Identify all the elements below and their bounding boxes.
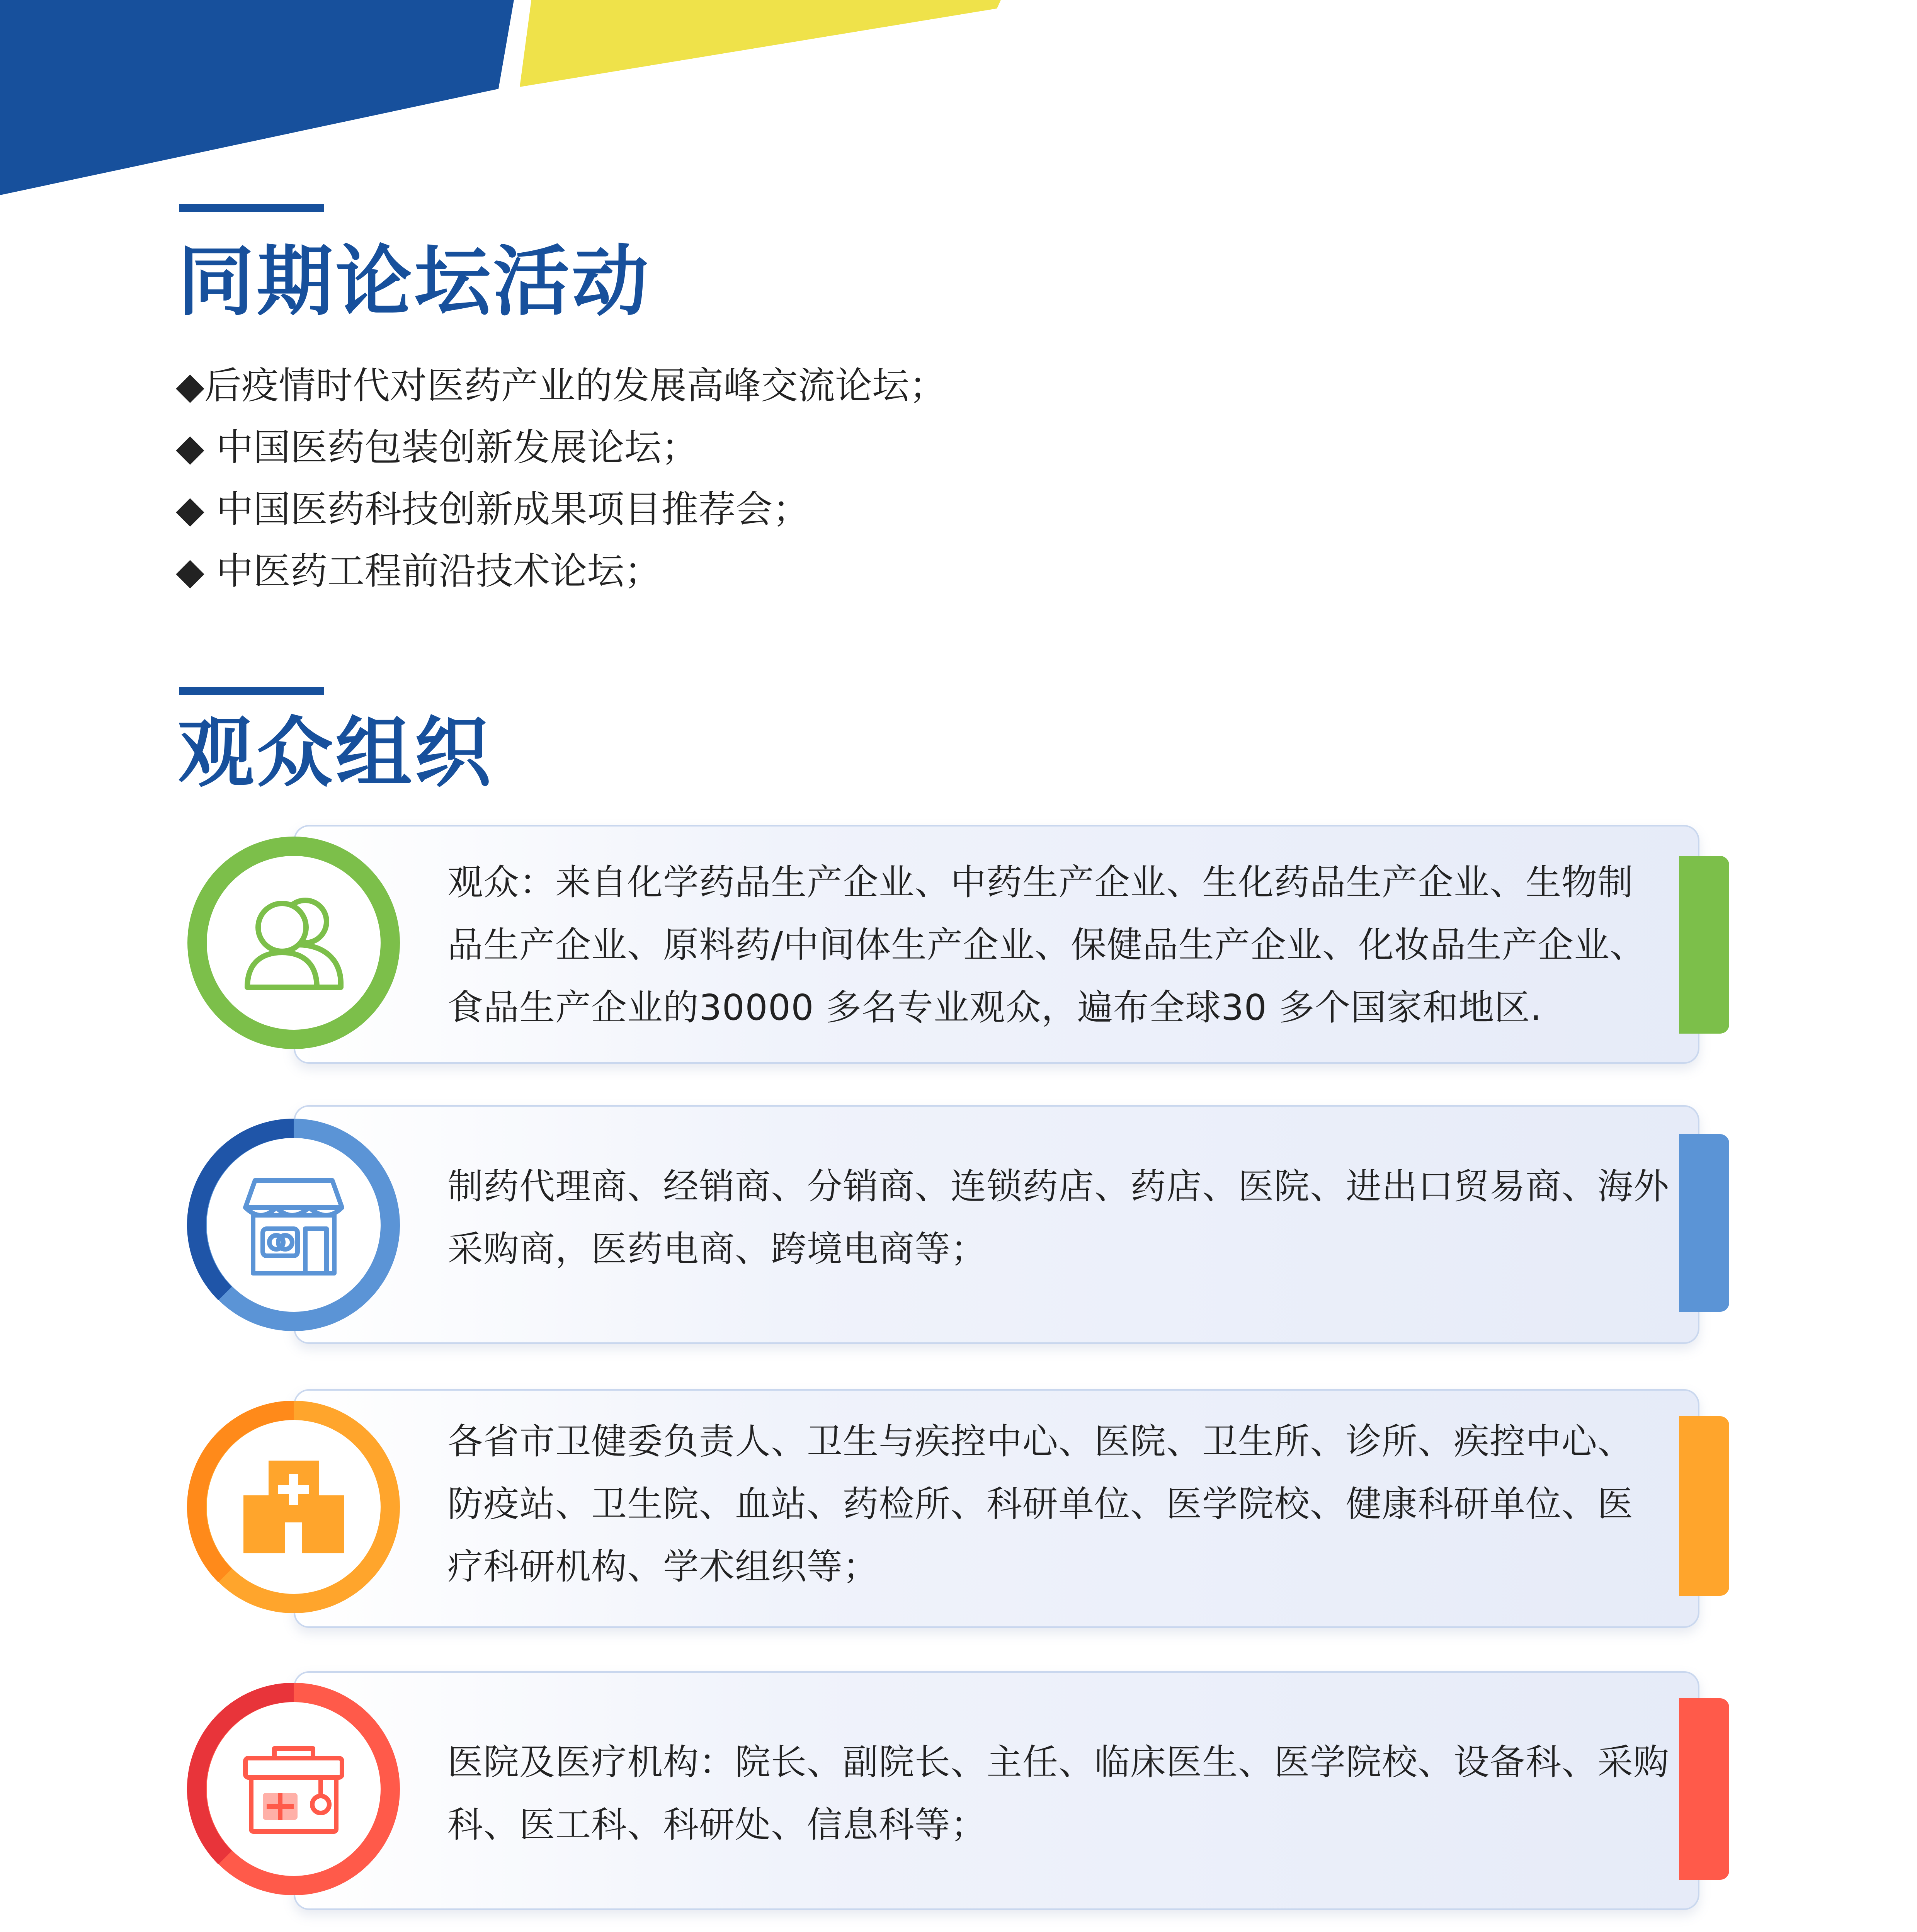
card-color-tab bbox=[1679, 856, 1729, 1034]
blue-banner-shape bbox=[0, 0, 514, 195]
card-icon-circle bbox=[182, 1113, 406, 1337]
forum-item: ◆ 中医药工程前沿技术论坛； bbox=[176, 549, 662, 593]
yellow-banner-shape bbox=[520, 0, 1001, 87]
forum-item: ◆后疫情时代对医药产业的发展高峰交流论坛； bbox=[176, 364, 946, 407]
audience-heading: 观众组织 bbox=[178, 708, 493, 798]
card-line: 各省市卫健委负责人、卫生与疾控中心、医院、卫生所、诊所、疾控中心、 bbox=[447, 1421, 1634, 1462]
card-color-tab bbox=[1679, 1698, 1729, 1880]
hospital-icon bbox=[240, 1453, 348, 1561]
card-line: 科、医工科、科研处、信息科等； bbox=[447, 1804, 987, 1845]
card-color-tab bbox=[1679, 1416, 1729, 1596]
audience-card-text bbox=[447, 1410, 1672, 1598]
header-decoration bbox=[0, 0, 1917, 232]
card-line: 观众：来自化学药品生产企业、中药生产企业、生化药品生产企业、生物制 bbox=[447, 862, 1634, 903]
people-icon bbox=[240, 889, 348, 997]
audience-card-text bbox=[447, 1731, 1672, 1856]
card-line: 疗科研机构、学术组织等； bbox=[447, 1546, 879, 1587]
card-line: 医院及医疗机构：院长、副院长、主任、临床医生、医学院校、设备科、采购 bbox=[447, 1742, 1670, 1783]
forum-heading: 同期论坛活动 bbox=[178, 237, 651, 326]
card-line: 食品生产企业的30000 多名专业观众，遍布全球30 多个国家和地区. bbox=[447, 987, 1542, 1028]
heading-accent-bar bbox=[179, 204, 324, 212]
heading-accent-bar bbox=[179, 687, 324, 695]
card-line: 防疫站、卫生院、血站、药检所、科研单位、医学院校、健康科研单位、医 bbox=[447, 1483, 1634, 1525]
audience-card-text bbox=[447, 851, 1672, 1039]
card-line: 制药代理商、经销商、分销商、连锁药店、药店、医院、进出口贸易商、海外 bbox=[447, 1166, 1670, 1207]
card-color-tab bbox=[1679, 1134, 1729, 1312]
forum-item: ◆ 中国医药科技创新成果项目推荐会； bbox=[176, 488, 810, 531]
card-icon-circle bbox=[182, 1677, 406, 1901]
medical-kit-icon bbox=[240, 1735, 348, 1843]
card-icon-circle bbox=[182, 1395, 406, 1619]
forum-item: ◆ 中国医药包装创新发展论坛； bbox=[176, 426, 699, 469]
card-line: 采购商，医药电商、跨境电商等； bbox=[447, 1228, 987, 1270]
card-icon-circle bbox=[182, 831, 406, 1055]
audience-card-text bbox=[447, 1155, 1672, 1281]
card-line: 品生产企业、原料药/中间体生产企业、保健品生产企业、化妆品生产企业、 bbox=[447, 924, 1646, 966]
shop-icon bbox=[240, 1171, 348, 1279]
